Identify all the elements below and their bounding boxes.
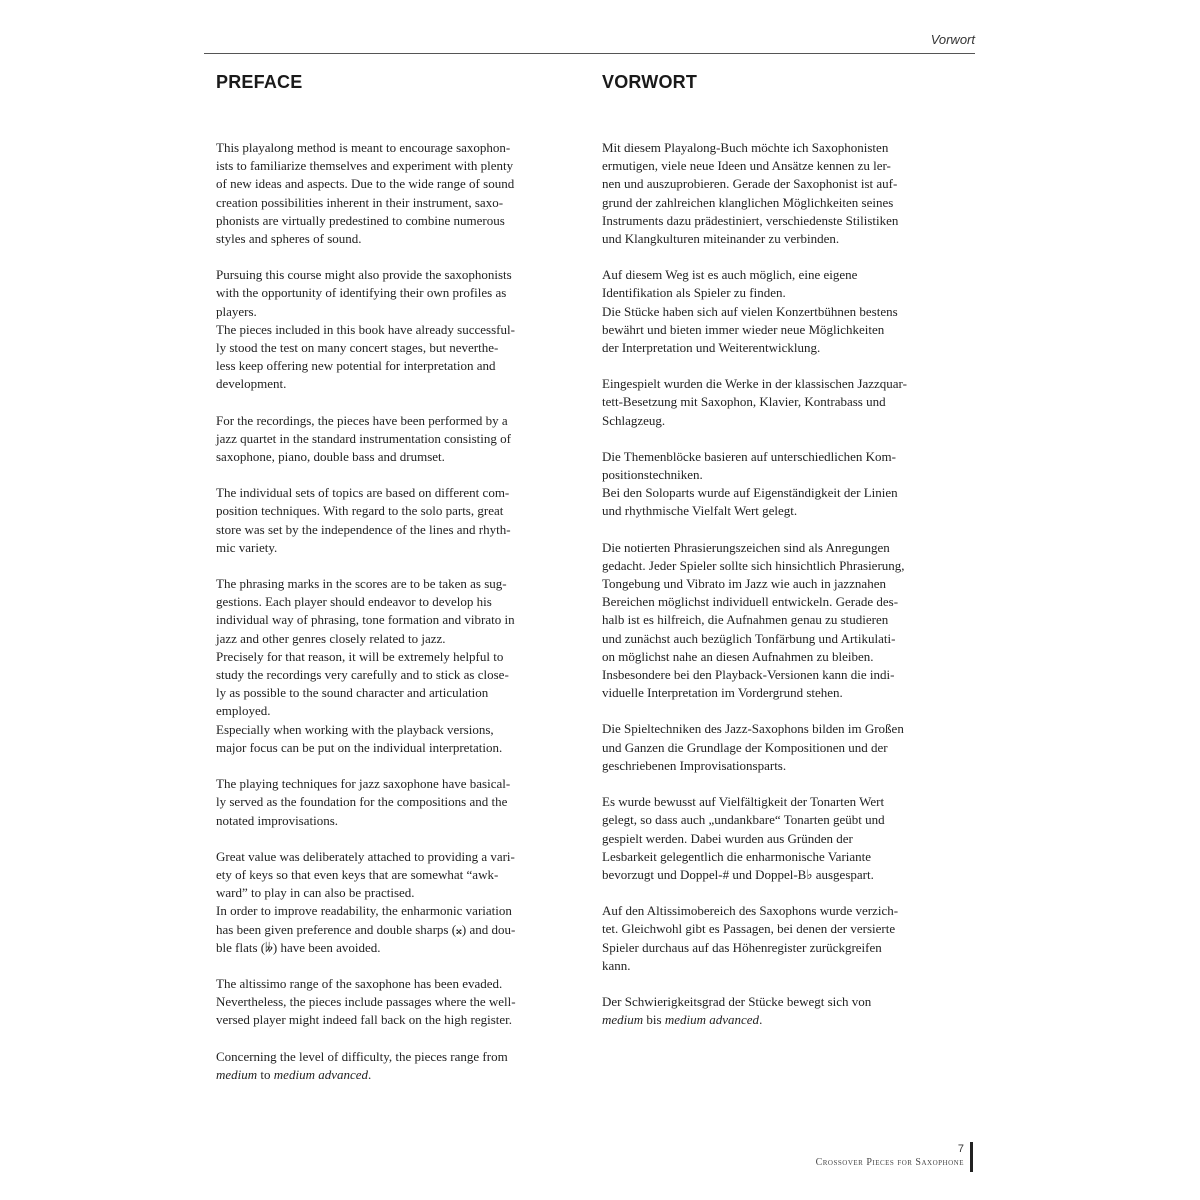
text-line: viduelle Interpretation im Vordergrund stehen.: [602, 685, 843, 701]
header-rule: [204, 53, 975, 54]
text-line: ward” to play in can also be practised.: [216, 885, 415, 901]
paragraph: [216, 775, 573, 830]
text-line: geschriebenen Improvisationsparts.: [602, 757, 787, 773]
text-line: The altissimo range of the saxophone has been evaded.: [216, 975, 503, 991]
text-line: gedacht. Jeder Spieler sollte sich hinsichtlich Phrasierung,: [602, 557, 905, 573]
paragraph: [602, 266, 959, 357]
text-line: Bereichen möglichst individuell entwickeln. Gerade des-: [602, 594, 899, 610]
running-header: Vorwort: [930, 32, 975, 47]
text-line: The pieces included in this book have already successful-: [216, 321, 515, 337]
text-line: jazz quartet in the standard instrumentation consisting of: [216, 430, 511, 446]
english-level-connector: to: [257, 1066, 274, 1082]
text-line: styles and spheres of sound.: [216, 231, 362, 247]
paragraph: [602, 720, 959, 775]
german-difficulty-range: [602, 1011, 959, 1029]
text-line: In order to improve readability, the enharmonic variation: [216, 903, 512, 919]
paragraph: [216, 266, 573, 393]
text-line: notated improvisations.: [216, 812, 339, 828]
text-line: The phrasing marks in the scores are to be taken as sug-: [216, 576, 507, 592]
paragraph: [216, 139, 573, 248]
text-line: major focus can be put on the individual interpretation.: [216, 739, 503, 755]
text-line: ly served as the foundation for the compositions and the: [216, 794, 508, 810]
text-line: Nevertheless, the pieces include passages where the well-: [216, 994, 516, 1010]
text-line: store was set by the independence of the lines and rhyth-: [216, 521, 511, 537]
text-line: Die Themenblöcke basieren auf unterschiedlichen Kom-: [602, 448, 896, 464]
text-line: und rhythmische Vielfalt Wert gelegt.: [602, 503, 798, 519]
text-line: mic variety.: [216, 539, 278, 555]
english-title: PREFACE: [216, 72, 303, 92]
text-line: Insbesondere bei den Playback-Versionen kann die indi-: [602, 667, 895, 683]
text-line: tet. Gleichwohl gibt es Passagen, bei denen der versierte: [602, 921, 896, 937]
footer-bar: [970, 1142, 973, 1172]
text-line: Es wurde bewusst auf Vielfältigkeit der Tonarten Wert: [602, 794, 885, 810]
text-line: phonists are virtually predestined to combine numerous: [216, 212, 505, 228]
paragraph: [216, 412, 573, 467]
page-number: 7: [957, 1143, 964, 1155]
english-body: [216, 139, 573, 1030]
text-line: halb ist es hilfreich, die Aufnahmen genau zu studieren: [602, 612, 889, 628]
text-line: und Klangkulturen miteinander zu verbinden.: [602, 231, 840, 247]
german-title: VORWORT: [602, 72, 698, 92]
text-line: Bei den Soloparts wurde auf Eigenständigkeit der Linien: [602, 485, 898, 501]
german-level-high: medium advanced: [664, 1012, 760, 1028]
paragraph: [602, 448, 959, 521]
text-line: der Interpretation und Weiterentwicklung.: [602, 340, 821, 356]
text-line: Mit diesem Playalong-Buch möchte ich Saxophonisten: [602, 140, 889, 155]
english-level-low: medium: [216, 1066, 258, 1082]
paragraph: [216, 848, 573, 957]
english-level-high: medium advanced: [273, 1066, 369, 1082]
text-line: Auf den Altissimobereich des Saxophons wurde verzich-: [602, 903, 899, 919]
text-line: Great value was deliberately attached to providing a vari-: [216, 848, 515, 864]
text-line: Especially when working with the playback versions,: [216, 721, 494, 737]
text-line: players.: [216, 303, 257, 319]
text-line: Die Stücke haben sich auf vielen Konzertbühnen bestens: [602, 303, 898, 319]
german-level-connector: bis: [643, 1012, 665, 1028]
text-line: of new ideas and aspects. Due to the wide range of sound: [216, 176, 515, 192]
text-line: For the recordings, the pieces have been performed by a: [216, 412, 508, 428]
text-line: The individual sets of topics are based on different com-: [216, 485, 510, 501]
text-line: employed.: [216, 703, 271, 719]
paragraph: [602, 902, 959, 975]
text-line: gestions. Each player should endeavor to develop his: [216, 594, 492, 610]
text-line: kann.: [602, 957, 631, 973]
text-line: Spieler durchaus auf das Höhenregister zurückgreifen: [602, 939, 882, 955]
text-line: Die Spieltechniken des Jazz-Saxophons bilden im Großen: [602, 721, 904, 737]
text-line: development.: [216, 376, 287, 392]
english-level-end: .: [368, 1066, 372, 1082]
text-line: Auf diesem Weg ist es auch möglich, eine eigene: [602, 267, 858, 283]
german-level-low: medium: [602, 1012, 644, 1028]
german-level-end: .: [759, 1012, 763, 1028]
text-line: individual way of phrasing, tone formation and vibrato in: [216, 612, 515, 628]
text-line: creation possibilities inherent in their instrument, saxo-: [216, 194, 504, 210]
text-line: grund der zahlreichen klanglichen Möglichkeiten seines: [602, 194, 894, 210]
text-line: Lesbarkeit gelegentlich die enharmonische Variante: [602, 848, 872, 864]
text-line: jazz and other genres closely related to jazz.: [216, 630, 446, 646]
english-difficulty-line: Concerning the level of difficulty, the pieces range from: [216, 1048, 508, 1064]
text-line: und zunächst auch bezüglich Tonfärbung und Artikulati-: [602, 630, 896, 646]
paragraph: [216, 484, 573, 557]
text-line: with the opportunity of identifying their own profiles as: [216, 285, 507, 301]
text-line: bewährt und bieten immer wieder neue Möglichkeiten: [602, 321, 885, 337]
text-line: Pursuing this course might also provide the saxophonists: [216, 267, 512, 283]
paragraph: [216, 575, 573, 757]
german-difficulty-line: Der Schwierigkeitsgrad der Stücke bewegt sich von: [602, 993, 872, 1009]
german-difficulty-paragraph: [602, 993, 959, 1029]
text-line: Instruments dazu prädestiniert, verschiedenste Stilistiken: [602, 212, 899, 228]
text-line: positionstechniken.: [602, 467, 703, 483]
text-line: position techniques. With regard to the solo parts, great: [216, 503, 504, 519]
text-line: gelegt, so dass auch „undankbare“ Tonarten geübt und: [602, 812, 885, 828]
text-line: gespielt werden. Dabei wurden aus Gründen der: [602, 830, 853, 846]
text-line: ly stood the test on many concert stages, but neverthe-: [216, 340, 499, 356]
text-line: study the recordings very carefully and to stick as close-: [216, 667, 509, 683]
text-line: Schlagzeug.: [602, 412, 666, 428]
text-line: versed player might indeed fall back on the high register.: [216, 1012, 513, 1028]
paragraph: [602, 139, 959, 248]
text-line: on möglichst nahe an diesen Aufnahmen zu bleiben.: [602, 648, 874, 664]
german-body: [602, 139, 959, 975]
text-line: tett-Besetzung mit Saxophon, Klavier, Kontrabass und: [602, 394, 886, 410]
text-line: nen und auszuprobieren. Gerade der Saxophonist ist auf-: [602, 176, 898, 192]
text-line: ists to familiarize themselves and experiment with plenty: [216, 158, 514, 174]
german-column: [602, 72, 959, 1047]
text-line: saxophone, piano, double bass and drumset.: [216, 449, 445, 465]
text-line: ermutigen, viele neue Ideen und Ansätze kennen zu ler-: [602, 158, 891, 174]
text-line: bevorzugt und Doppel-# und Doppel-B♭ ausgespart.: [602, 866, 874, 882]
text-line: ble flats (𝄫) have been avoided.: [216, 939, 381, 955]
book-title-footer: Crossover Pieces for Saxophone: [815, 1157, 964, 1168]
text-line: Tongebung und Vibrato im Jazz wie auch in jazznahen: [602, 576, 886, 592]
text-line: ety of keys so that even keys that are somewhat “awk-: [216, 866, 499, 882]
paragraph: [602, 375, 959, 430]
text-line: Eingespielt wurden die Werke in der klassischen Jazzquar-: [602, 376, 907, 392]
english-difficulty-paragraph: [216, 1048, 573, 1084]
text-line: has been given preference and double sharps (𝄪) and dou-: [216, 921, 516, 937]
text-line: und Ganzen die Grundlage der Kompositionen und der: [602, 739, 888, 755]
text-line: less keep offering new potential for interpretation and: [216, 358, 496, 374]
text-line: Die notierten Phrasierungszeichen sind als Anregungen: [602, 539, 890, 555]
text-line: The playing techniques for jazz saxophone have basical-: [216, 776, 511, 792]
paragraph: [216, 975, 573, 1030]
english-column: [216, 72, 573, 1102]
text-line: ly as possible to the sound character and articulation: [216, 685, 489, 701]
text-line: Precisely for that reason, it will be extremely helpful to: [216, 648, 504, 664]
text-line: Identifikation als Spieler zu finden.: [602, 285, 786, 301]
paragraph: [602, 793, 959, 884]
paragraph: [602, 539, 959, 703]
english-difficulty-range: [216, 1066, 573, 1084]
text-line: This playalong method is meant to encourage saxophon-: [216, 140, 511, 155]
